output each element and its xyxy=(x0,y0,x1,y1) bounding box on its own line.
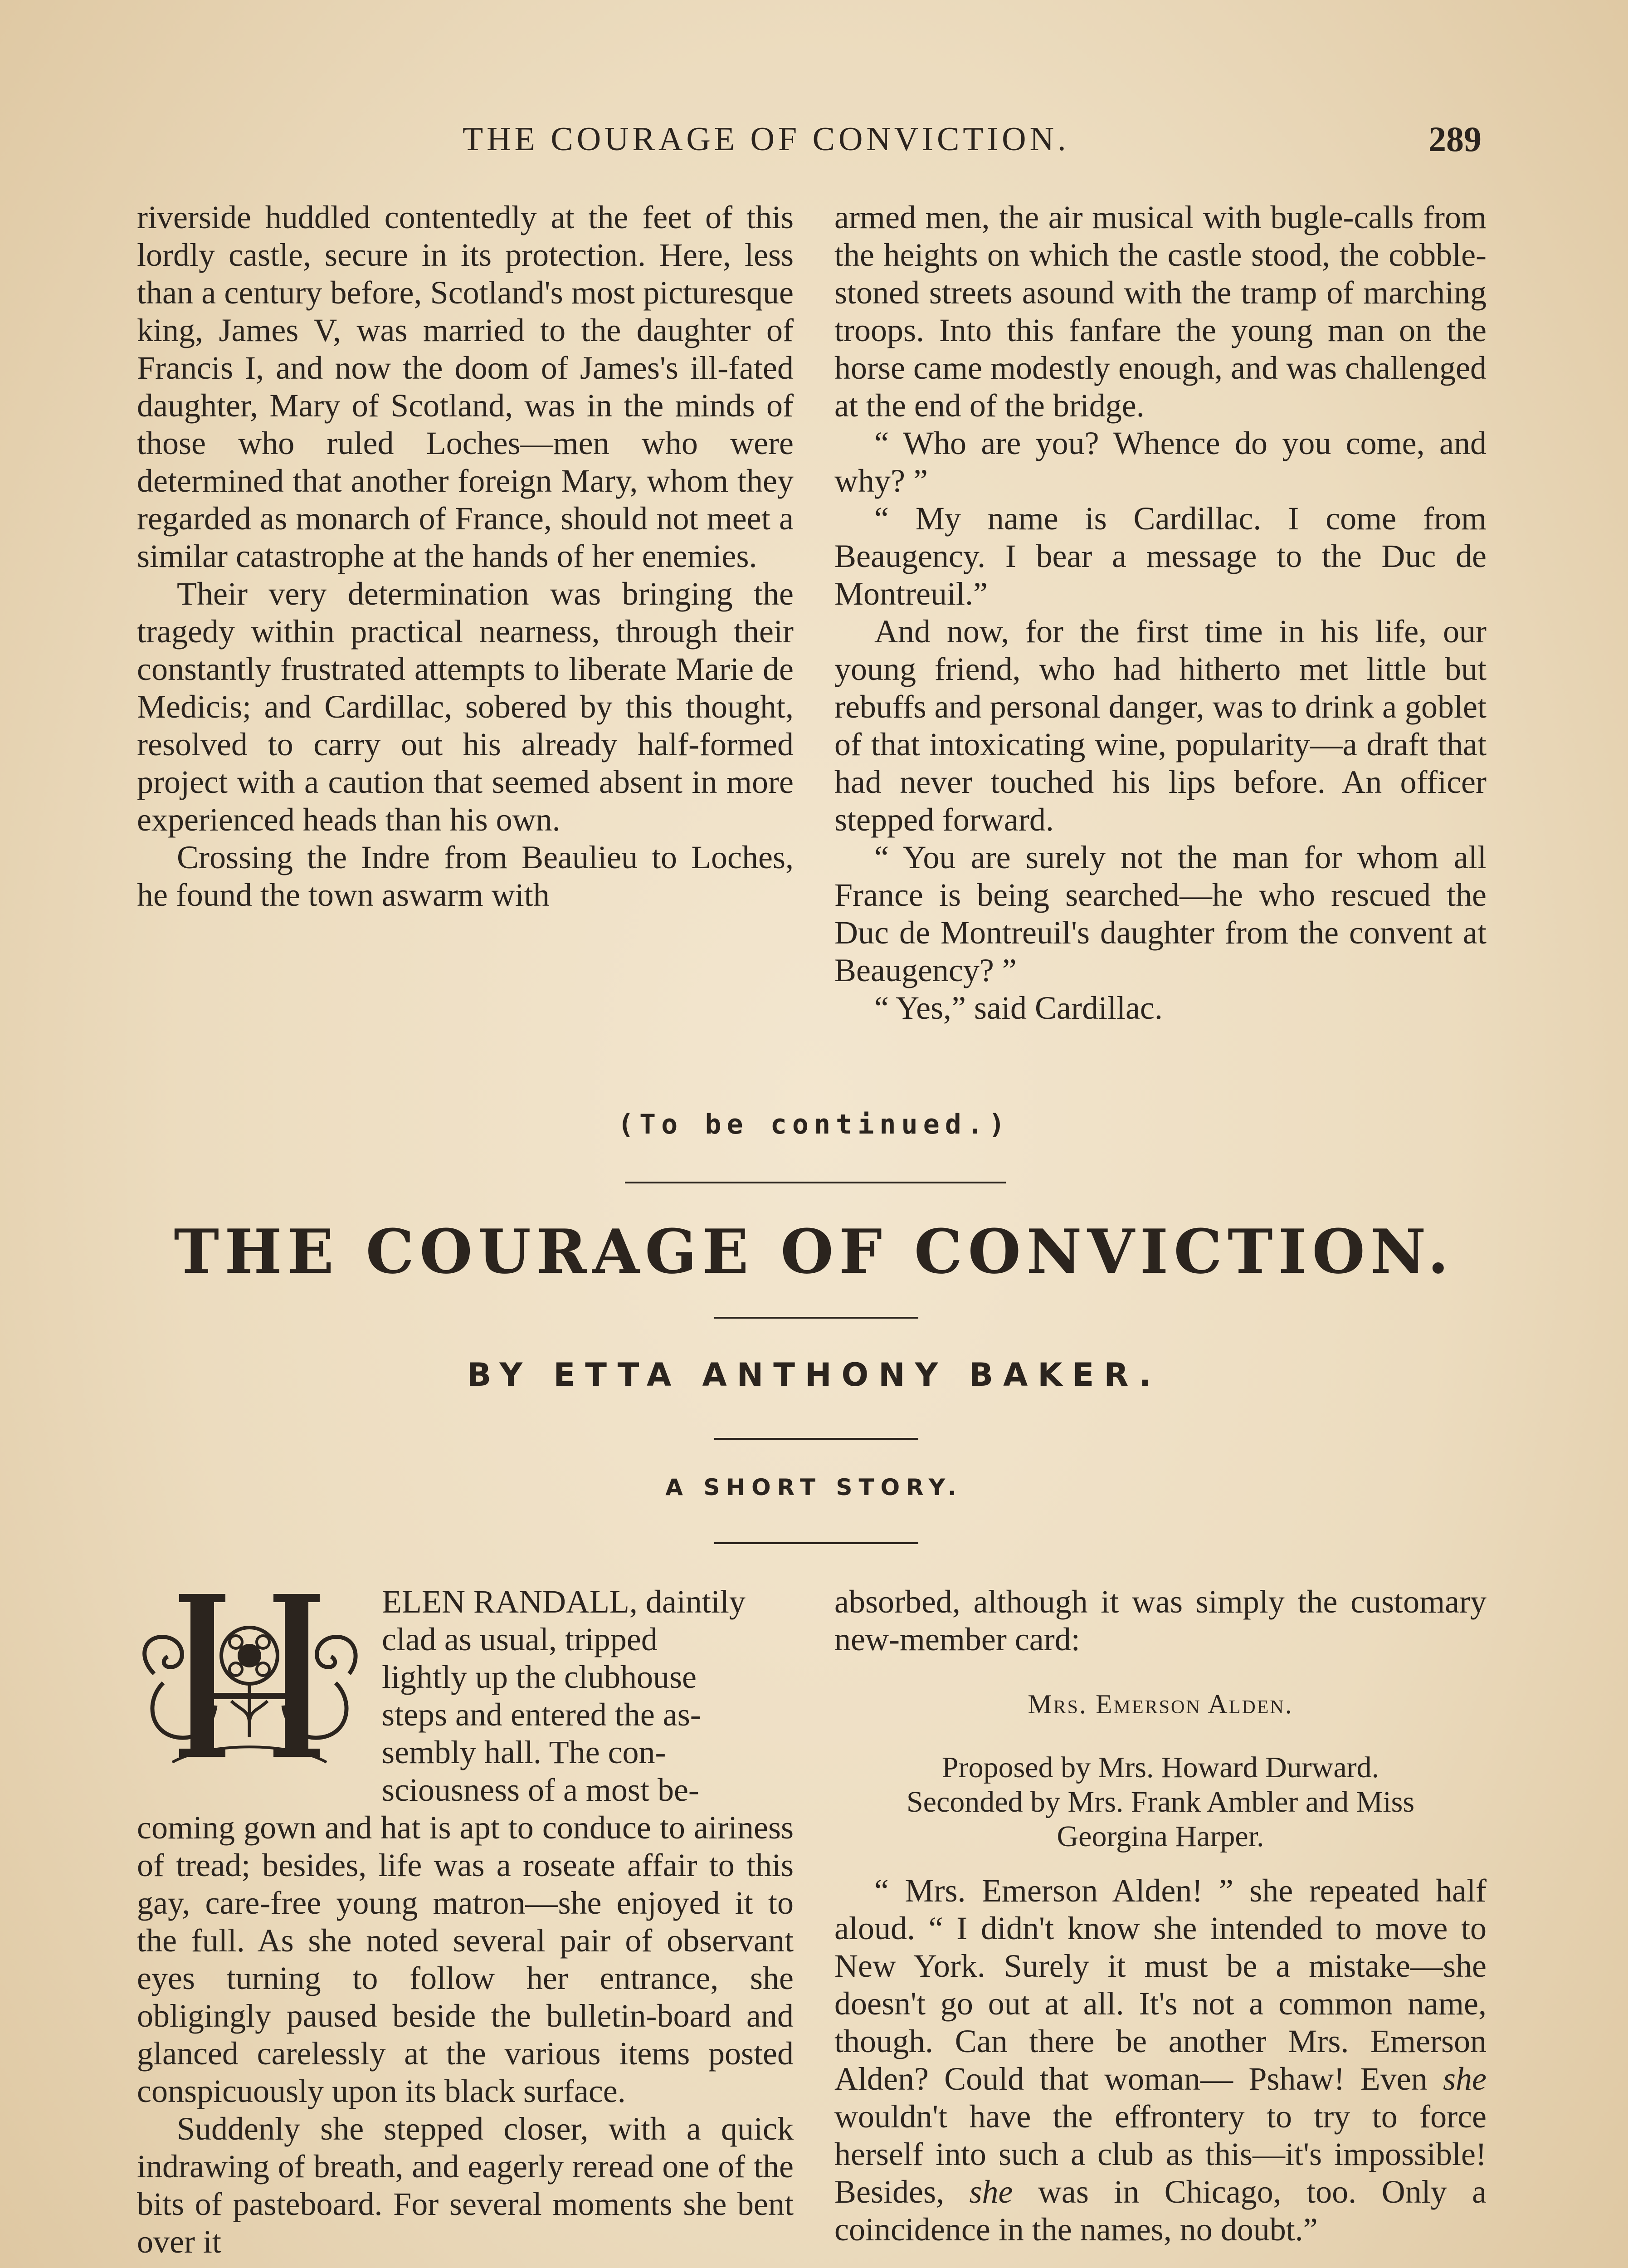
paragraph-continuation: coming gown and hat is apt to conduce to airiness of tread; besides, life was a roseate affair to this gay, care-free young matron—she enjoyed it to the full. As she noted several pair of observant eyes turning to follow her entrance, she obligingly paused beside the bulletin-board and glanced carelessly at the various items posted conspicuously upon its black surface. xyxy=(137,1809,794,2109)
paragraph: riverside huddled contentedly at the feet of this lordly castle, secure in its protection. Here, less than a century before, Scotland's most picturesque king, James V, was married to the daughter of Francis I, and now the doom of James's ill-fated daughter, Mary of Scotland, was in the minds of those who ruled Loches—men who were determined that another foreign Mary, whom they regarded as monarch of France, should not meet a similar catastrophe at the hands of her enemies. xyxy=(137,199,794,574)
dropcap-line: sembly hall. The con- xyxy=(382,1734,666,1770)
paragraph: “ You are surely not the man for whom all France is being searched—he who rescued the Duc de Montreuil's daughter from the convent at Beaugency? ” xyxy=(834,839,1487,988)
story-subtitle: A SHORT STORY. xyxy=(665,1474,963,1501)
card-seconded-continued: Georgina Harper. xyxy=(1057,1820,1264,1853)
previous-story-right-column xyxy=(834,199,1487,1027)
dropcap-line: steps and entered the as- xyxy=(382,1696,701,1733)
paragraph: “ Yes,” said Cardillac. xyxy=(874,990,1163,1026)
story-left-column xyxy=(137,1583,794,2261)
text-run: wouldn't have the effrontery to try to force herself into such a club as this—it's impossible! Besides, xyxy=(834,2098,1487,2210)
divider-rule xyxy=(714,1438,918,1440)
paragraph: Crossing the Indre from Beaulieu to Loches, he found the town aswarm with xyxy=(137,839,794,913)
card-seconded: Seconded by Mrs. Frank Ambler and Miss xyxy=(906,1785,1415,1818)
divider-rule xyxy=(714,1317,918,1319)
paragraph: absorbed, although it was simply the customary new-member card: xyxy=(834,1584,1487,1657)
dropcap-line: clad as usual, tripped xyxy=(382,1621,658,1657)
to-be-continued-note: (To be continued.) xyxy=(617,1109,1011,1140)
previous-story-left-column xyxy=(137,199,794,914)
divider-rule xyxy=(714,1542,918,1544)
paragraph: And now, for the first time in his life, our young friend, who had hitherto met little but rebuffs and personal danger, was to drink a goblet of that intoxicating wine, popularity—a draft that had never touched his lips before. An officer stepped forward. xyxy=(834,613,1487,838)
running-title: THE COURAGE OF CONVICTION. xyxy=(463,121,1070,158)
paragraph: “ Who are you? Whence do you come, and why? ” xyxy=(834,425,1487,499)
dropcap-line: ELEN RANDALL, daintily xyxy=(382,1584,746,1620)
text-run: was in Chicago, too. Only a coincidence in the names, no doubt.” xyxy=(834,2174,1487,2248)
card-proposed: Proposed by Mrs. Howard Durward. xyxy=(941,1751,1379,1784)
card-sponsors xyxy=(834,1750,1487,1854)
divider-rule xyxy=(625,1182,1006,1183)
text-run: “ Mrs. Emerson Alden! ” she repeated half aloud. “ I didn't know she intended to move to New York. Surely it must be a mistake—she doesn't go out at all. It's not a common name, though. Can there be another Mrs. Emerson Alden? Could that woman— Pshaw! Even xyxy=(834,1872,1487,2097)
paragraph: armed men, the air musical with bugle-calls from the heights on which the castle stood, the cobble-stoned streets asound with the tramp of marching troops. Into this fanfare the young man on the horse came modestly enough, and was challenged at the end of the bridge. xyxy=(834,199,1487,424)
card-member-name: Mrs. Emerson Alden. xyxy=(1028,1689,1293,1719)
story-byline: BY ETTA ANTHONY BAKER. xyxy=(467,1356,1161,1393)
emphasis: she xyxy=(969,2174,1013,2210)
story-title: THE COURAGE OF CONVICTION. xyxy=(174,1216,1454,1287)
page-number: 289 xyxy=(1428,119,1482,159)
story-right-column xyxy=(834,1583,1487,2248)
paragraph xyxy=(137,1583,794,2110)
dropcap-line: sciousness of a most be- xyxy=(382,1772,699,1808)
dropcap-line: lightly up the clubhouse xyxy=(382,1659,697,1695)
emphasis: she xyxy=(1443,2061,1487,2097)
paragraph xyxy=(834,1872,1487,2248)
paragraph: Suddenly she stepped closer, with a quick indrawing of breath, and eagerly reread one of the bits of pasteboard. For several moments she bent over it xyxy=(137,2111,794,2260)
paragraph: Their very determination was bringing the tragedy within practical nearness, through their constantly frustrated attempts to liberate Marie de Medicis; and Cardillac, sobered by this thought, resolved to carry out his already half-formed project with a caution that seemed absent in more experienced heads than his own. xyxy=(137,576,794,838)
new-member-card xyxy=(834,1686,1487,1854)
paragraph: “ My name is Cardillac. I come from Beaugency. I bear a message to the Duc de Montreuil.” xyxy=(834,500,1487,612)
